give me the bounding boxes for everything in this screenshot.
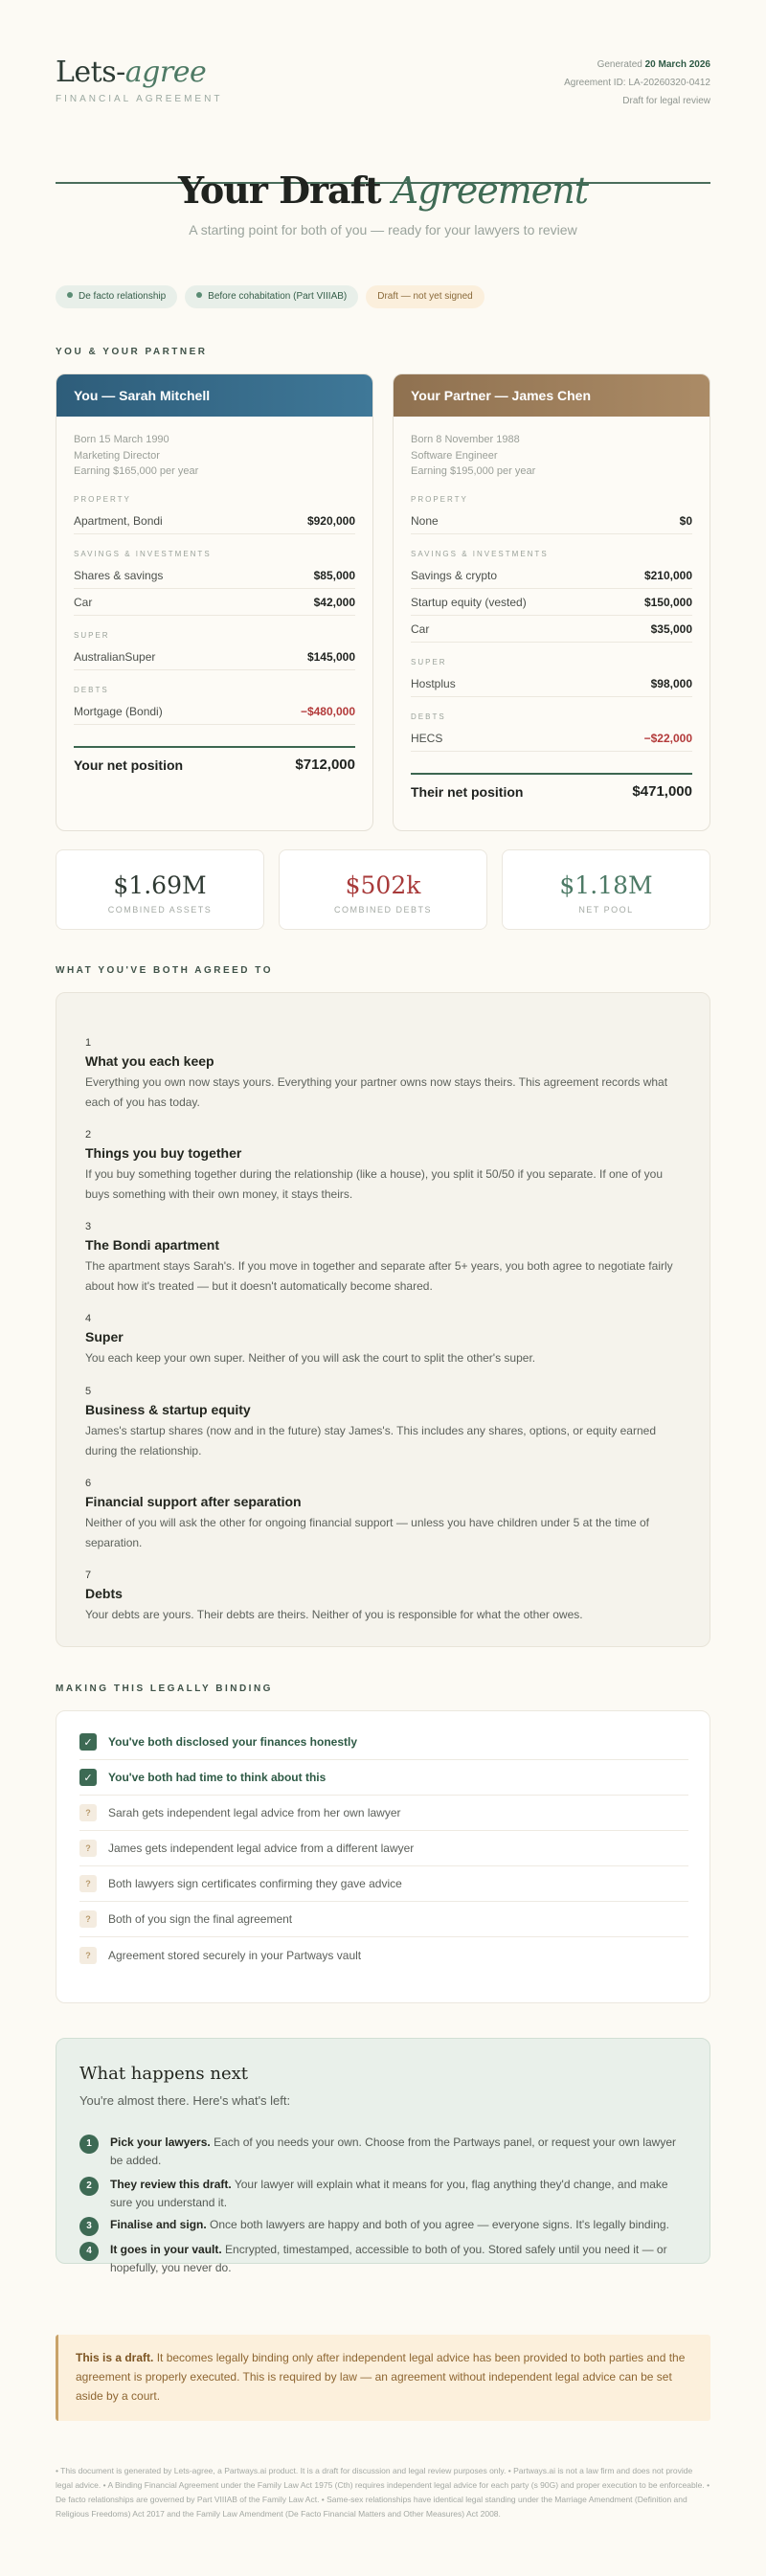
combined-debts-card: $502k COMBINED DEBTS [279,849,487,930]
net-pool-card: $1.18M NET POOL [502,849,710,930]
clause: 6 Financial support after separation Neither of you will ask the other for ongoing financial support — unless you have children under 5 at the time of separation. [85,1478,650,1549]
section-label-partners: YOU & YOUR PARTNER [56,347,208,357]
checklist-item [79,1866,688,1902]
asset-row [411,725,692,752]
legal-footer: • This document is generated by Lets-agree, a Partways.ai product. It is a draft for discussion and legal review purposes only. • Partways.ai is not a law firm and does not provide legal advice. • A Binding Financial Agreement under the Family Law Act 1975 (Cth) requires independent legal advice for each party (s 90G) and proper execution to be enforceable. • De facto relationships are governed by Part VIIIAB of the Family Law Act. • Same-sex relationships have identical legal standing under the Marriage Amendment (Definition and Religious Freedoms) Act 2017 and the Family Law Amendment (De Facto Financial Matters and Other Measures) Act 2008. [56,2466,710,2519]
checklist-item [79,1725,688,1760]
category-label: DEBTS [411,712,446,721]
asset-row [74,644,355,670]
agreed-terms-panel [56,992,710,1647]
clause: 2 Things you buy together If you buy something together during the relationship (like a house), you split it 50/50 if you separate. If one of you buys something with their own money, it stays theirs. [85,1129,664,1201]
next-step: 2 They review this draft. Your lawyer will explain what it means for you, flag anything they'd change, and make sure you understand it. [79,2176,688,2212]
partner-earning: Earning $195,000 per year [411,465,536,477]
next-step: 3 Finalise and sign. Once both lawyers are happy and both of you agree — everyone signs. It's legally binding. [79,2216,688,2236]
dot-icon [67,292,73,298]
category-label: SAVINGS & INVESTMENTS [411,549,549,558]
asset-row [74,562,355,589]
agreement-id: Agreement ID: LA-20260320-0412 [564,78,710,88]
dot-icon [196,292,202,298]
category-label: SUPER [411,657,447,667]
checklist-text: Agreement stored securely in your Partways vault [108,1948,362,1962]
next-step: 1 Pick your lawyers. Each of you needs your own. Choose from the Partways panel, or request your own lawyer be added. [79,2134,688,2170]
checklist-text: Both lawyers sign certificates confirming they gave advice [108,1877,402,1890]
category-label: PROPERTY [411,494,468,504]
asset-value: $42,000 [313,595,355,609]
timing-pill: Before cohabitation (Part VIIIAB) [185,285,358,308]
clause: 7 Debts Your debts are yours. Their debts are theirs. Neither of you is responsible for what the other owes. [85,1570,583,1621]
asset-row [411,562,692,589]
asset-label: Mortgage (Bondi) [74,704,163,718]
clause: 1 What you each keep Everything you own now stays yours. Everything your partner owns now stays theirs. This agreement records what each of you has today. [85,1037,668,1109]
combined-assets-card: $1.69M COMBINED ASSETS [56,849,264,930]
partner-born: Born 8 November 1988 [411,434,520,445]
your-role: Marketing Director [74,449,160,462]
pending-icon: ? [79,1840,97,1857]
your-card-heading: You — Sarah Mitchell [56,374,372,417]
asset-row [411,670,692,697]
checklist-item [79,1831,688,1866]
category-label: SAVINGS & INVESTMENTS [74,549,212,558]
checklist-text: You've both disclosed your finances honestly [108,1735,358,1749]
partner-card-body [411,432,692,752]
next-steps-subheading: You're almost there. Here's what's left: [79,2093,291,2108]
asset-row [411,508,692,534]
partner-card-heading: Your Partner — James Chen [394,374,710,417]
asset-value: $98,000 [650,676,692,690]
page-title: Your Draft Agreement [178,169,588,212]
partner-net-position: Their net position $471,000 [411,773,692,807]
checklist-text: Both of you sign the final agreement [108,1912,293,1926]
status-pills [56,285,492,310]
draft-note: Draft for legal review [622,96,710,106]
checklist-text: Sarah gets independent legal advice from her own lawyer [108,1806,401,1819]
your-card [56,373,373,831]
document-header [56,56,710,130]
checklist-text: You've both had time to think about this [108,1771,327,1784]
asset-value: −$480,000 [300,704,355,718]
next-step: 4 It goes in your vault. Encrypted, timestamped, accessible to both of you. Stored safely until you need it — or hopefully, you never do. [79,2241,688,2277]
logo: Lets-agree [56,56,207,89]
partner-card [393,373,710,831]
asset-label: Savings & crypto [411,568,498,582]
checklist-text: James gets independent legal advice from a different lawyer [108,1842,415,1855]
draft-status-pill: Draft — not yet signed [366,285,484,308]
asset-label: Apartment, Bondi [74,513,163,528]
document-meta [564,56,710,110]
next-steps-panel [56,2038,710,2274]
your-card-body [74,432,355,725]
section-label-agreed: WHAT YOU'VE BOTH AGREED TO [56,965,274,976]
logo-subtitle: FINANCIAL AGREEMENT [56,94,223,104]
asset-label: Hostplus [411,676,456,690]
totals-row [56,849,710,930]
generated-label: Generated [597,59,642,70]
asset-value: $210,000 [643,568,692,582]
asset-value: $35,000 [650,621,692,636]
asset-row [74,508,355,534]
asset-value: −$22,000 [643,731,692,745]
asset-value: $0 [679,513,692,528]
relationship-pill: De facto relationship [56,285,177,308]
category-label: SUPER [74,630,110,640]
check-icon: ✓ [79,1733,97,1751]
asset-value: $85,000 [313,568,355,582]
asset-label: None [411,513,439,528]
pending-icon: ? [79,1804,97,1821]
draft-notice: This is a draft. It becomes legally binding only after independent legal advice has been provided to both parties and the agreement is properly executed. This is required by law — an agreement without independent legal advice can be set aside by a court. [56,2335,710,2421]
check-icon: ✓ [79,1769,97,1786]
asset-value: $920,000 [306,513,355,528]
checklist-item [79,1760,688,1796]
checklist-item [79,1937,688,1973]
clause: 5 Business & startup equity James's startup shares (now and in the future) stay James's. This includes any shares, options, or equity earned during the relationship. [85,1386,656,1457]
asset-label: HECS [411,731,443,745]
asset-value: $150,000 [643,595,692,609]
your-born: Born 15 March 1990 [74,434,169,445]
asset-label: Startup equity (vested) [411,595,527,609]
pending-icon: ? [79,1947,97,1964]
asset-row [411,616,692,643]
clause: 3 The Bondi apartment The apartment stays Sarah's. If you move in together and separate after 5+ years, you both agree to negotiate fairly about how it's treated — but it doesn't automatically become shared. [85,1221,673,1293]
asset-label: AustralianSuper [74,649,156,664]
asset-label: Car [74,595,93,609]
partner-role: Software Engineer [411,449,498,462]
asset-row [74,698,355,725]
section-label-binding: MAKING THIS LEGALLY BINDING [56,1683,273,1694]
pending-icon: ? [79,1910,97,1928]
asset-row [74,589,355,616]
generated-date: 20 March 2026 [644,59,710,70]
next-steps-heading: What happens next [79,2064,248,2084]
asset-label: Car [411,621,430,636]
category-label: PROPERTY [74,494,131,504]
checklist-item [79,1796,688,1831]
asset-label: Shares & savings [74,568,164,582]
page-subtitle: A starting point for both of you — ready for your lawyers to review [189,222,577,237]
pending-icon: ? [79,1875,97,1892]
your-earning: Earning $165,000 per year [74,465,199,477]
checklist-item [79,1902,688,1937]
your-net-position: Your net position $712,000 [74,746,355,780]
binding-checklist [56,1710,710,2003]
category-label: DEBTS [74,685,109,694]
asset-row [411,589,692,616]
clause: 4 Super You each keep your own super. Neither of you will ask the court to split the other's super. [85,1313,536,1365]
asset-value: $145,000 [306,649,355,664]
